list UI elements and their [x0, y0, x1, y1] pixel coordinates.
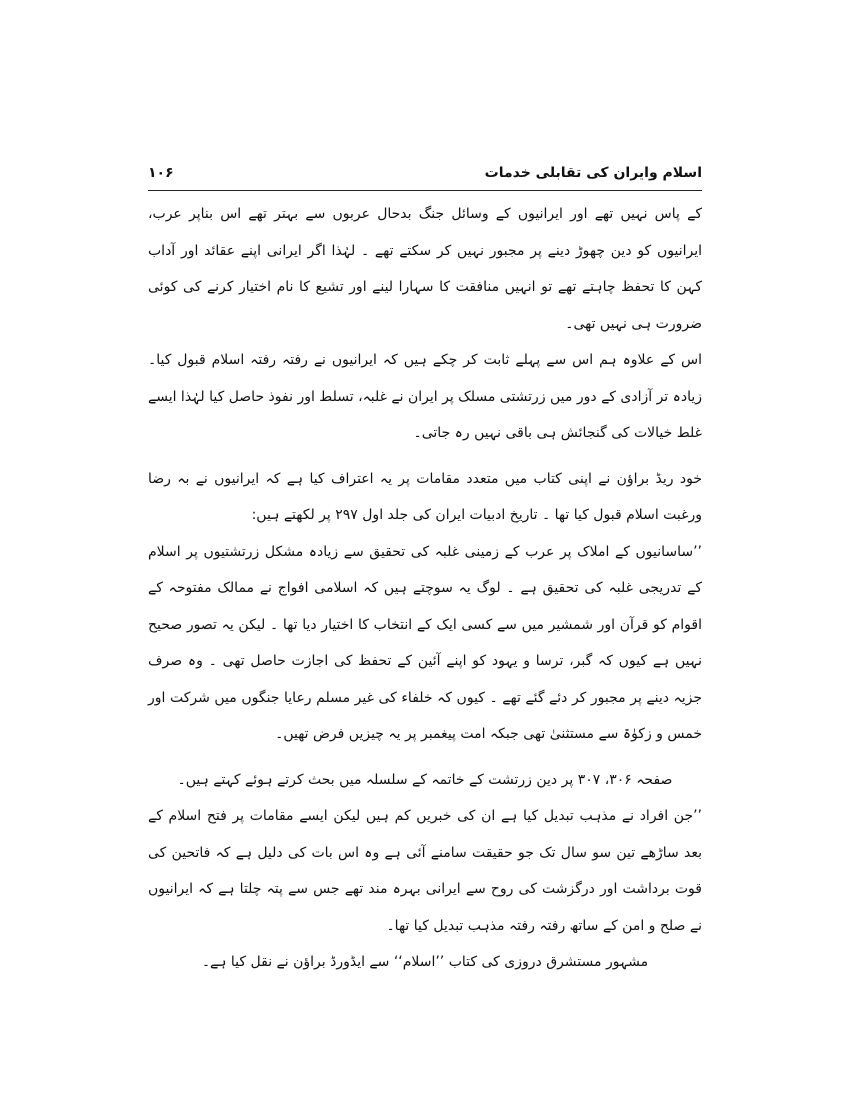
paragraph-2: اس کے علاوہ ہم اس سے پہلے ثابت کر چکے ہیں کہ ایرانیوں نے رفتہ رفتہ اسلام قبول کیا۔ زیادہ تر آزادی کے دور میں زرتشتی مسلک پر ایران نے غلبہ، تسلط اور نفوذ حاصل کیا لہٰذا ایسے غلط خیالات کی گنجائش ہی باقی نہیں رہ جاتی۔ [148, 352, 702, 441]
quote-paragraph-1: ’’ساسانیوں کے املاک پر عرب کے زمینی غلبہ کی تحقیق سے زیادہ مشکل زرتشتیوں پر اسلام کے تدریجی غلبہ کی تحقیق ہے ۔ لوگ یہ سوچتے ہیں کہ اسلامی افواج نے ممالک مفتوحہ کے اقوام کو قرآن اور شمشیر میں سے کسی ایک کے انتخاب کا اختیار دیا تھا ۔ لیکن یہ تصور صحیح نہیں ہے کیوں کہ گبر، ترسا و یہود کو اپنے آئین کے تحفظ کی اجازت حاصل تھی ۔ وہ صرف جزیہ دینے پر مجبور کر دئے گئے تھے ۔ کیوں کہ خلفاء کی غیر مسلم رعایا جنگوں میں شرکت اور خمس و زکوٰۃ سے مستثنیٰ تھی جبکہ امت پیغمبر پر یہ چیزیں فرض تھیں۔ [148, 543, 702, 742]
header-title: اسلام وایران کی تقابلی خدمات [484, 165, 702, 181]
body-text [148, 196, 702, 981]
header-divider [148, 190, 702, 191]
quote-paragraph-2: ’’جن افراد نے مذہب تبدیل کیا ہے ان کی خبریں کم ہیں لیکن ایسے مقامات پر فتح اسلام کے بعد ساڑھے تین سو سال تک جو حقیقت سامنے آئی ہے وہ اس بات کی دلیل ہے کہ فاتحین کی قوت برداشت اور درگزشت کی روح سے ایرانی بہرہ مند تھے جس سے پتہ چلتا ہے کہ ایرانیوں نے صلح و امن کے ساتھ رفتہ رفتہ مذہب تبدیل کیا تھا۔ [148, 808, 702, 934]
paragraph-1: کے پاس نہیں تھے اور ایرانیوں کے وسائل جنگ بدحال عربوں سے بہتر تھے اس بناپر عرب، ایرانیوں کو دین چھوڑ دینے پر مجبور نہیں کر سکتے تھے ۔ لہٰذا اگر ایرانی اپنے عقائد اور آداب کہن کا تحفظ چاہتے تھے تو انہیں منافقت کا سہارا لینے اور تشیع کا نام اختیار کرنے کی کوئی ضرورت ہی نہیں تھی۔ [148, 206, 702, 332]
paragraph-3: خود ریڈ براؤن نے اپنی کتاب میں متعدد مقامات پر یہ اعتراف کیا ہے کہ ایرانیوں نے بہ رضا ورغبت اسلام قبول کیا تھا ۔ تاریخ ادبیات ایران کی جلد اول ۲۹۷ پر لکھتے ہیں: [148, 470, 702, 523]
paragraph-4: صفحہ ۳۰۶، ۳۰۷ پر دین زرتشت کے خاتمہ کے سلسلہ میں بحث کرتے ہوئے کہتے ہیں۔ [177, 771, 673, 788]
page-number: ۱۰۶ [148, 165, 174, 181]
running-header [148, 160, 702, 186]
paragraph-5: مشہور مستشرق دروزی کی کتاب ’’اسلام‘‘ سے ایڈورڈ براؤن نے نقل کیا ہے۔ [201, 954, 649, 970]
